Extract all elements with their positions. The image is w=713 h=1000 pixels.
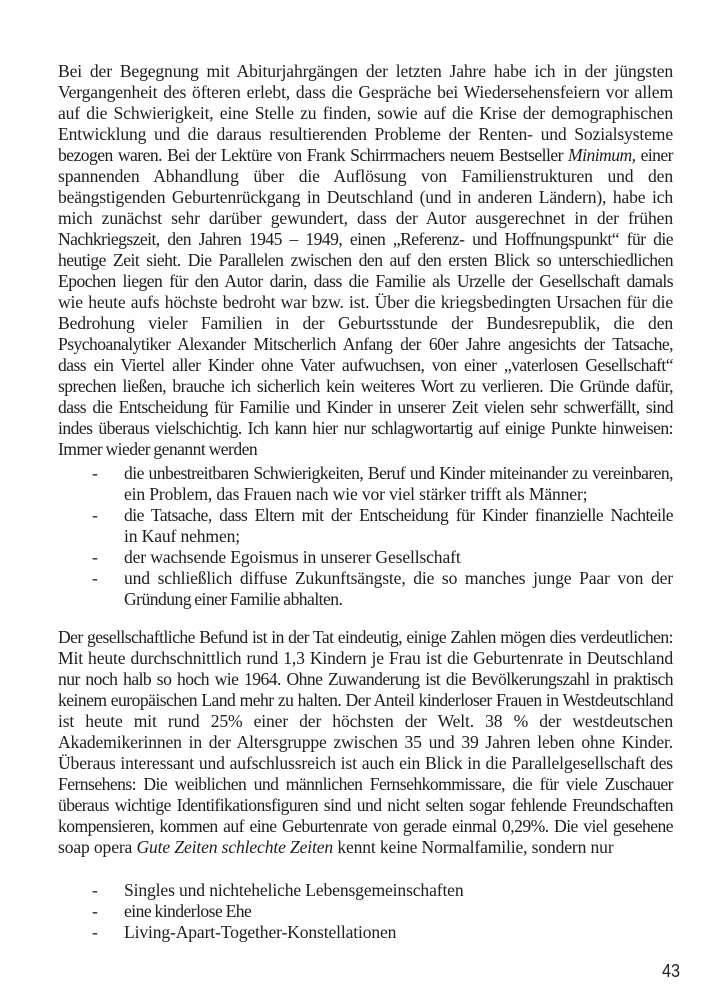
text-line: überaus wichtige Identifikationsfiguren sind und nicht selten sogar fehlende Freundschaften bbox=[58, 795, 673, 815]
dash-bullet-icon: - bbox=[92, 901, 98, 921]
show-title-gzsz: Gute Zeiten schlechte Zeiten bbox=[136, 837, 334, 857]
dash-bullet-icon: - bbox=[92, 505, 98, 525]
text-line: Epochen liegen für den Autor darin, dass die Familie als Urzelle der Gesellschaft damals bbox=[58, 271, 673, 291]
text-line: Überaus interessant und aufschlussreich ist auch ein Blick in die Parallelgesellschaft des bbox=[58, 753, 673, 773]
text-line: Bei der Begegnung mit Abiturjahrgängen der letzten Jahre habe ich in der jüngsten bbox=[58, 61, 673, 81]
text-line: Nachkriegszeit, den Jahren 1945 – 1949, einen „Referenz- und Hoffnungspunkt“ für die bbox=[58, 229, 673, 249]
text-line: Fernsehens: Die weiblichen und männlichen Fernsehkommissare, die für viele Zuschauer bbox=[58, 774, 673, 794]
dash-bullet-icon: - bbox=[92, 463, 98, 483]
list-item-line: und schließlich diffuse Zukunftsängste, die so manches junge Paar von der bbox=[124, 568, 673, 588]
book-title-minimum: Minimum, bbox=[568, 145, 636, 165]
list-item-line: Singles und nichteheliche Lebensgemeinschaften bbox=[124, 880, 464, 900]
text-line: beängstigenden Geburtenrückgang in Deutschland (und in anderen Ländern), habe ich bbox=[58, 187, 673, 207]
list-item-line: ein Problem, das Frauen nach wie vor viel stärker trifft als Männer; bbox=[124, 484, 588, 504]
list-item-line: Gründung einer Familie abhalten. bbox=[124, 589, 343, 609]
dash-bullet-icon: - bbox=[92, 880, 98, 900]
text-line: ist heute mit rund 25% einer der höchsten der Welt. 38 % der westdeutschen bbox=[58, 711, 673, 731]
text-segment: bezogen waren. Bei der Lektüre von Frank Schirrmachers neuem Bestseller bbox=[58, 145, 569, 165]
list-item-line: der wachsende Egoismus in unserer Gesellschaft bbox=[124, 547, 461, 567]
text-line: Entwicklung und die daraus resultierenden Probleme der Renten- und Sozialsysteme bbox=[58, 124, 673, 144]
text-line: Immer wieder genannt werden bbox=[58, 439, 258, 459]
text-line: mich zunächst sehr darüber gewundert, dass der Autor ausgerechnet in der frühen bbox=[58, 208, 673, 228]
text-line: Mit heute durchschnittlich rund 1,3 Kindern je Frau ist die Geburtenrate in Deutschland bbox=[58, 648, 673, 668]
page-number: 43 bbox=[662, 961, 681, 981]
text-line: Der gesellschaftliche Befund ist in der Tat eindeutig, einige Zahlen mögen dies verdeutlichen: bbox=[58, 627, 673, 647]
text-segment: soap opera bbox=[58, 837, 137, 857]
list-item-line: die unbestreitbaren Schwierigkeiten, Beruf und Kinder miteinander zu vereinbaren, bbox=[124, 463, 673, 483]
text-segment: einer bbox=[635, 145, 673, 165]
text-line bbox=[58, 837, 673, 858]
text-line: Psychoanalytiker Alexander Mitscherlich Anfang der 60er Jahre angesichts der Tatsache, bbox=[58, 334, 673, 354]
text-line: nur noch halb so hoch wie 1964. Ohne Zuwanderung ist die Bevölkerungszahl in praktisch bbox=[58, 669, 673, 689]
text-line: dass die Entscheidung für Familie und Kinder in unserer Zeit vielen sehr schwerfällt, sind bbox=[58, 397, 673, 417]
text-line: wie heute aufs höchste bedroht war bzw. ist. Über die kriegsbedingten Ursachen für die bbox=[58, 292, 673, 312]
text-line: heutige Zeit sieht. Die Parallelen zwischen den auf den ersten Blick so unterschiedlichen bbox=[58, 250, 673, 270]
text-line: Bedrohung vieler Familien in der Geburtsstunde der Bundesrepublik, die den bbox=[58, 313, 673, 333]
text-line: auf die Schwierigkeit, eine Stelle zu finden, sowie auf die Krise der demographischen bbox=[58, 103, 673, 123]
text-line: Akademikerinnen in der Altersgruppe zwischen 35 und 39 Jahren leben ohne Kinder. bbox=[58, 732, 673, 752]
list-item-line: in Kauf nehmen; bbox=[124, 526, 240, 546]
text-line: indes überaus vielschichtig. Ich kann hier nur schlagwortartig auf einige Punkte hinweisen: bbox=[58, 418, 673, 438]
text-line: sprechen ließen, brauche ich sicherlich kein weiteres Wort zu verlieren. Die Gründe dafür, bbox=[58, 376, 673, 396]
dash-bullet-icon: - bbox=[92, 568, 98, 588]
dash-bullet-icon: - bbox=[92, 547, 98, 567]
list-item-line: Living-Apart-Together-Konstellationen bbox=[124, 922, 397, 942]
text-segment: kennt keine Normalfamilie, sondern nur bbox=[333, 837, 614, 857]
dash-bullet-icon: - bbox=[92, 922, 98, 942]
text-line: dass ein Viertel aller Kinder ohne Vater aufwuchsen, von einer „vaterlosen Gesellschaft“ bbox=[58, 355, 673, 375]
text-line: Vergangenheit des öfteren erlebt, dass die Gespräche bei Wiedersehensfeiern vor allem bbox=[58, 82, 673, 102]
text-line: keinem europäischen Land mehr zu halten. Der Anteil kinderloser Frauen in Westdeutschland bbox=[58, 690, 673, 710]
list-item-line: die Tatsache, dass Eltern mit der Entscheidung für Kinder finanzielle Nachteile bbox=[124, 505, 673, 525]
list-item-line: eine kinderlose Ehe bbox=[124, 901, 252, 921]
text-line: spannenden Abhandlung über die Auflösung von Familienstrukturen und den bbox=[58, 166, 673, 186]
text-line: kompensieren, kommen auf eine Geburtenrate von gerade einmal 0,29%. Die viel gesehene bbox=[58, 816, 673, 836]
text-line bbox=[58, 145, 673, 166]
